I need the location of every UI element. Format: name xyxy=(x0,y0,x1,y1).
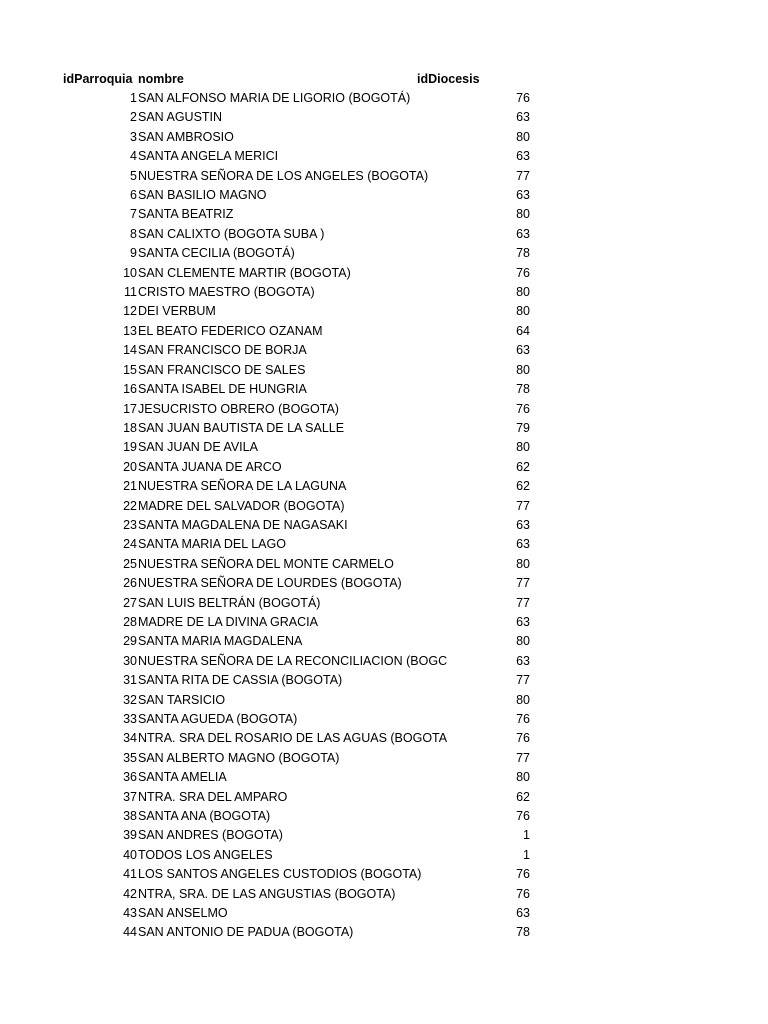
cell-idparroquia[interactable]: 16 xyxy=(123,382,137,397)
table-row[interactable] xyxy=(0,691,768,710)
cell-nombre[interactable]: SANTA AMELIA xyxy=(138,770,227,785)
cell-iddiocesis[interactable]: 80 xyxy=(516,634,530,649)
cell-iddiocesis[interactable]: 63 xyxy=(516,226,530,241)
cell-iddiocesis[interactable]: 76 xyxy=(516,712,530,726)
table-row[interactable] xyxy=(0,205,768,224)
table-row[interactable] xyxy=(0,264,768,283)
cell-idparroquia[interactable]: 36 xyxy=(123,770,137,785)
cell-nombre[interactable]: NUESTRA SEÑORA DE LOURDES (BOGOTA) xyxy=(138,576,402,591)
cell-idparroquia[interactable]: 30 xyxy=(123,653,137,668)
cell-idparroquia[interactable]: 12 xyxy=(123,304,137,319)
cell-nombre[interactable]: SANTA CECILIA (BOGOTÁ) xyxy=(138,246,295,261)
cell-idparroquia[interactable]: 24 xyxy=(123,537,137,552)
cell-idparroquia[interactable]: 11 xyxy=(124,285,137,300)
cell-idparroquia[interactable]: 44 xyxy=(123,925,137,940)
table-row[interactable] xyxy=(0,186,768,205)
table-row[interactable] xyxy=(0,788,768,807)
cell-nombre[interactable]: SAN CALIXTO (BOGOTA SUBA ) xyxy=(138,226,325,241)
cell-nombre[interactable]: SANTA ISABEL DE HUNGRIA xyxy=(138,382,307,397)
cell-iddiocesis[interactable]: 80 xyxy=(516,692,530,707)
table-row[interactable] xyxy=(0,632,768,651)
table-row[interactable] xyxy=(0,225,768,244)
cell-iddiocesis[interactable]: 76 xyxy=(516,91,530,105)
cell-nombre[interactable]: SAN FRANCISCO DE SALES xyxy=(138,362,306,377)
cell-iddiocesis[interactable]: 63 xyxy=(516,188,530,203)
table-row[interactable] xyxy=(0,652,768,671)
cell-idparroquia[interactable]: 28 xyxy=(123,614,137,629)
cell-idparroquia[interactable]: 5 xyxy=(130,168,137,183)
cell-nombre[interactable]: SAN ANTONIO DE PADUA (BOGOTA) xyxy=(138,925,354,940)
table-row[interactable] xyxy=(0,244,768,263)
cell-iddiocesis[interactable]: 63 xyxy=(516,653,530,668)
cell-iddiocesis[interactable]: 80 xyxy=(516,304,530,319)
cell-iddiocesis[interactable]: 62 xyxy=(516,479,530,494)
column-header-nombre[interactable]: nombre xyxy=(138,72,184,86)
table-row[interactable] xyxy=(0,322,768,341)
cell-iddiocesis[interactable]: 1 xyxy=(523,828,530,843)
cell-nombre[interactable]: SAN BASILIO MAGNO xyxy=(138,188,267,203)
cell-idparroquia[interactable]: 3 xyxy=(130,129,137,144)
table-row[interactable] xyxy=(0,904,768,923)
cell-idparroquia[interactable]: 34 xyxy=(123,731,137,746)
cell-nombre[interactable]: SANTA ANA (BOGOTA) xyxy=(138,809,271,824)
cell-nombre[interactable]: CRISTO MAESTRO (BOGOTA) xyxy=(138,285,315,300)
cell-idparroquia[interactable]: 33 xyxy=(123,712,137,726)
cell-iddiocesis[interactable]: 62 xyxy=(516,459,530,474)
table-row[interactable] xyxy=(0,458,768,477)
cell-idparroquia[interactable]: 39 xyxy=(123,828,137,843)
cell-nombre[interactable]: SAN ANDRES (BOGOTA) xyxy=(138,828,283,843)
table-row[interactable] xyxy=(0,671,768,690)
table-row[interactable] xyxy=(0,826,768,845)
cell-iddiocesis[interactable]: 63 xyxy=(516,614,530,629)
table-row[interactable] xyxy=(0,108,768,127)
cell-nombre[interactable]: SANTA AGUEDA (BOGOTA) xyxy=(138,712,298,726)
cell-idparroquia[interactable]: 40 xyxy=(123,847,137,862)
cell-nombre[interactable]: SAN AMBROSIO xyxy=(138,129,234,144)
cell-idparroquia[interactable]: 26 xyxy=(123,576,137,591)
cell-nombre[interactable]: MADRE DE LA DIVINA GRACIA xyxy=(138,614,318,629)
table-body xyxy=(0,89,768,943)
cell-idparroquia[interactable]: 25 xyxy=(123,556,137,571)
cell-idparroquia[interactable]: 1 xyxy=(130,91,137,105)
cell-nombre[interactable]: JESUCRISTO OBRERO (BOGOTA) xyxy=(138,401,339,416)
cell-nombre[interactable]: SANTA RITA DE CASSIA (BOGOTA) xyxy=(138,673,343,688)
cell-idparroquia[interactable]: 43 xyxy=(123,906,137,921)
column-header-iddiocesis[interactable]: idDiocesis xyxy=(417,72,480,86)
cell-iddiocesis[interactable]: 80 xyxy=(516,285,530,300)
table-row[interactable] xyxy=(0,613,768,632)
table-row[interactable] xyxy=(0,438,768,457)
table-row[interactable] xyxy=(0,555,768,574)
cell-iddiocesis[interactable]: 78 xyxy=(516,246,530,261)
cell-iddiocesis[interactable]: 80 xyxy=(516,129,530,144)
cell-nombre[interactable]: NTRA, SRA. DE LAS ANGUSTIAS (BOGOTA) xyxy=(138,886,396,901)
cell-idparroquia[interactable]: 13 xyxy=(123,323,137,338)
table-row[interactable] xyxy=(0,923,768,942)
cell-nombre[interactable]: DEI VERBUM xyxy=(138,304,216,319)
table-row[interactable] xyxy=(0,749,768,768)
cell-iddiocesis[interactable]: 77 xyxy=(516,168,530,183)
cell-idparroquia[interactable]: 42 xyxy=(123,886,137,901)
cell-nombre[interactable]: SANTA MARIA MAGDALENA xyxy=(138,634,303,649)
table-row[interactable] xyxy=(0,302,768,321)
cell-nombre[interactable]: NUESTRA SEÑORA DE LA RECONCILIACION (BOGC xyxy=(138,653,448,668)
cell-nombre[interactable]: SAN JUAN DE AVILA xyxy=(138,440,258,455)
cell-idparroquia[interactable]: 32 xyxy=(123,692,137,707)
cell-nombre[interactable]: SANTA MAGDALENA DE NAGASAKI xyxy=(138,517,348,532)
cell-nombre[interactable]: SAN FRANCISCO DE BORJA xyxy=(138,343,307,358)
cell-nombre[interactable]: TODOS LOS ANGELES xyxy=(138,847,273,862)
table-row[interactable] xyxy=(0,516,768,535)
table-row[interactable] xyxy=(0,419,768,438)
cell-nombre[interactable]: SAN LUIS BELTRÁN (BOGOTÁ) xyxy=(138,595,321,610)
table-row[interactable] xyxy=(0,167,768,186)
table-row[interactable] xyxy=(0,710,768,729)
cell-nombre[interactable]: SANTA BEATRIZ xyxy=(138,207,234,222)
table-row[interactable] xyxy=(0,535,768,554)
table-row[interactable] xyxy=(0,477,768,496)
cell-idparroquia[interactable]: 29 xyxy=(123,634,137,649)
cell-iddiocesis[interactable]: 77 xyxy=(516,595,530,610)
table-row[interactable] xyxy=(0,885,768,904)
cell-nombre[interactable]: SAN ANSELMO xyxy=(138,906,228,921)
cell-nombre[interactable]: SAN ALBERTO MAGNO (BOGOTA) xyxy=(138,750,340,765)
cell-idparroquia[interactable]: 7 xyxy=(130,207,137,222)
cell-idparroquia[interactable]: 41 xyxy=(123,867,137,882)
cell-iddiocesis[interactable]: 80 xyxy=(516,362,530,377)
table-row[interactable] xyxy=(0,147,768,166)
table-row[interactable] xyxy=(0,865,768,884)
table-row[interactable] xyxy=(0,400,768,419)
cell-nombre[interactable]: NUESTRA SEÑORA DEL MONTE CARMELO xyxy=(138,556,394,571)
table-row[interactable] xyxy=(0,574,768,593)
cell-iddiocesis[interactable]: 80 xyxy=(516,770,530,785)
table-row[interactable] xyxy=(0,807,768,826)
cell-nombre[interactable]: SAN AGUSTIN xyxy=(138,110,223,125)
cell-iddiocesis[interactable]: 79 xyxy=(516,420,530,435)
cell-idparroquia[interactable]: 15 xyxy=(123,362,137,377)
cell-iddiocesis[interactable]: 76 xyxy=(516,809,530,824)
cell-nombre[interactable]: SAN TARSICIO xyxy=(138,692,226,707)
cell-nombre[interactable]: NUESTRA SEÑORA DE LOS ANGELES (BOGOTA) xyxy=(138,168,429,183)
cell-idparroquia[interactable]: 27 xyxy=(123,595,137,610)
cell-idparroquia[interactable]: 14 xyxy=(123,343,137,358)
cell-iddiocesis[interactable]: 64 xyxy=(516,323,530,338)
cell-iddiocesis[interactable]: 78 xyxy=(516,382,530,397)
column-header-idparroquia[interactable]: idParroquia xyxy=(63,72,133,86)
cell-iddiocesis[interactable]: 77 xyxy=(516,576,530,591)
cell-idparroquia[interactable]: 17 xyxy=(123,401,137,416)
cell-idparroquia[interactable]: 37 xyxy=(123,789,137,804)
cell-iddiocesis[interactable]: 76 xyxy=(516,401,530,416)
cell-iddiocesis[interactable]: 76 xyxy=(516,867,530,882)
cell-iddiocesis[interactable]: 77 xyxy=(516,673,530,688)
cell-idparroquia[interactable]: 18 xyxy=(123,420,137,435)
table-header xyxy=(0,70,768,89)
table-row[interactable] xyxy=(0,361,768,380)
cell-idparroquia[interactable]: 2 xyxy=(130,110,137,125)
cell-iddiocesis[interactable]: 76 xyxy=(516,886,530,901)
table-row[interactable] xyxy=(0,594,768,613)
cell-iddiocesis[interactable]: 77 xyxy=(516,498,530,513)
cell-nombre[interactable]: SAN CLEMENTE MARTIR (BOGOTA) xyxy=(138,265,351,280)
table-row[interactable] xyxy=(0,128,768,147)
cell-nombre[interactable]: LOS SANTOS ANGELES CUSTODIOS (BOGOTA) xyxy=(138,867,422,882)
table-row[interactable] xyxy=(0,497,768,516)
cell-iddiocesis[interactable]: 80 xyxy=(516,207,530,222)
table-row[interactable] xyxy=(0,380,768,399)
cell-idparroquia[interactable]: 19 xyxy=(123,440,137,455)
cell-nombre[interactable]: NTRA. SRA DEL AMPARO xyxy=(138,789,288,804)
cell-idparroquia[interactable]: 21 xyxy=(123,479,137,494)
cell-idparroquia[interactable]: 10 xyxy=(123,265,137,280)
cell-iddiocesis[interactable]: 1 xyxy=(523,847,530,862)
table-row[interactable] xyxy=(0,846,768,865)
cell-iddiocesis[interactable]: 63 xyxy=(516,906,530,921)
cell-nombre[interactable]: MADRE DEL SALVADOR (BOGOTA) xyxy=(138,498,345,513)
cell-iddiocesis[interactable]: 63 xyxy=(516,537,530,552)
cell-iddiocesis[interactable]: 76 xyxy=(516,265,530,280)
cell-idparroquia[interactable]: 23 xyxy=(123,517,137,532)
table-row[interactable] xyxy=(0,89,768,108)
cell-iddiocesis[interactable]: 76 xyxy=(516,731,530,746)
cell-idparroquia[interactable]: 20 xyxy=(123,459,137,474)
cell-nombre[interactable]: SANTA MARIA DEL LAGO xyxy=(138,537,286,552)
cell-iddiocesis[interactable]: 77 xyxy=(516,750,530,765)
cell-idparroquia[interactable]: 9 xyxy=(130,246,137,261)
cell-iddiocesis[interactable]: 62 xyxy=(516,789,530,804)
cell-idparroquia[interactable]: 35 xyxy=(123,750,137,765)
cell-nombre[interactable]: SANTA ANGELA MERICI xyxy=(138,149,279,164)
cell-idparroquia[interactable]: 8 xyxy=(130,226,137,241)
table-row[interactable] xyxy=(0,341,768,360)
cell-iddiocesis[interactable]: 63 xyxy=(516,149,530,164)
cell-iddiocesis[interactable]: 63 xyxy=(516,343,530,358)
table-row[interactable] xyxy=(0,729,768,748)
cell-iddiocesis[interactable]: 63 xyxy=(516,517,530,532)
cell-nombre[interactable]: SAN JUAN BAUTISTA DE LA SALLE xyxy=(138,420,345,435)
cell-iddiocesis[interactable]: 78 xyxy=(516,925,530,940)
cell-idparroquia[interactable]: 6 xyxy=(130,188,137,203)
cell-nombre[interactable]: EL BEATO FEDERICO OZANAM xyxy=(138,323,323,338)
cell-nombre[interactable]: SANTA JUANA DE ARCO xyxy=(138,459,282,474)
cell-idparroquia[interactable]: 22 xyxy=(123,498,137,513)
cell-iddiocesis[interactable]: 63 xyxy=(516,110,530,125)
cell-nombre[interactable]: NUESTRA SEÑORA DE LA LAGUNA xyxy=(138,479,347,494)
cell-idparroquia[interactable]: 38 xyxy=(123,809,137,824)
cell-idparroquia[interactable]: 4 xyxy=(130,149,137,164)
cell-idparroquia[interactable]: 31 xyxy=(123,673,137,688)
cell-nombre[interactable]: NTRA. SRA DEL ROSARIO DE LAS AGUAS (BOGOTA xyxy=(138,731,448,746)
table-row[interactable] xyxy=(0,768,768,787)
table-row[interactable] xyxy=(0,283,768,302)
cell-iddiocesis[interactable]: 80 xyxy=(516,556,530,571)
cell-iddiocesis[interactable]: 80 xyxy=(516,440,530,455)
cell-nombre[interactable]: SAN ALFONSO MARIA DE LIGORIO (BOGOTÁ) xyxy=(138,91,411,105)
